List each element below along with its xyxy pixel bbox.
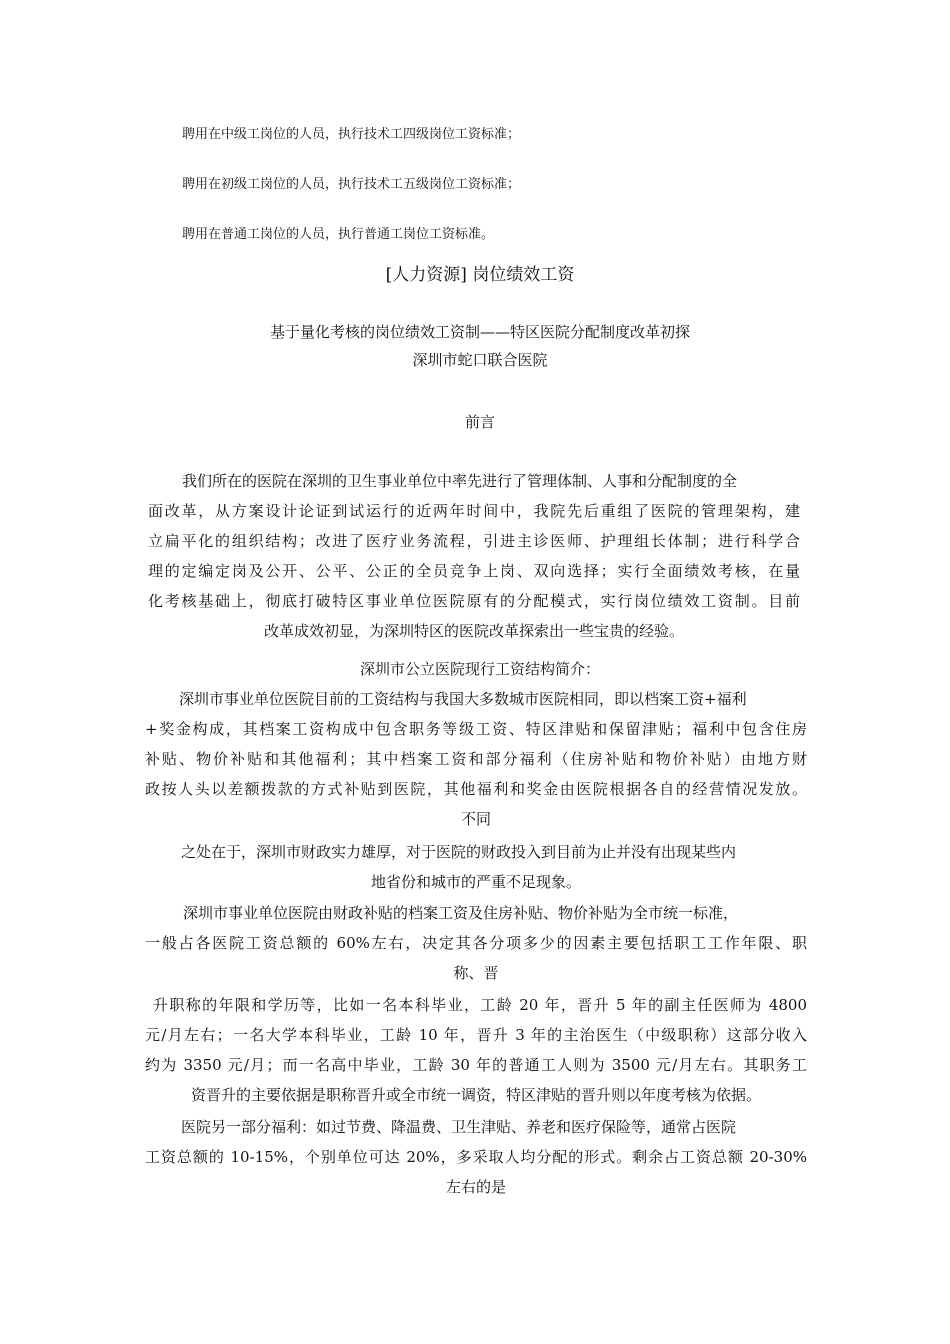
text-line: 地省份和城市的严重不足现象。 — [370, 873, 581, 891]
text-line: 一般占各医院工资总额的 60%左右，决定其各分项多少的因素主要包括职工工作年限、职 — [145, 934, 807, 952]
paragraph-difference — [145, 837, 807, 897]
text-line: 立扁平化的组织结构；改进了医疗业务流程，引进主诊医师、护理组长体制；进行科学合 — [148, 532, 800, 550]
article-title: 基于量化考核的岗位绩效工资制——特区医院分配制度改革初探 — [269, 323, 690, 341]
paragraph-salary-structure — [145, 684, 807, 834]
text-line: 升职称的年限和学历等，比如一名本科毕业，工龄 20 年，晋升 5 年的副主任医师为 4800 — [153, 996, 807, 1014]
text-line: 深圳市事业单位医院由财政补贴的档案工资及住房补贴、物价补贴为全市统一标准， — [183, 904, 739, 922]
text-line: 理的定编定岗及公开、公平、公正的全员竞争上岗、双向选择；实行全面绩效考核，在量 — [148, 562, 800, 580]
text-line: 工资总额的 10-15%，个别单位可达 20%，多采取人均分配的形式。剩余占工资总额 20-30% — [145, 1148, 807, 1166]
text-line: 化考核基础上，彻底打破特区事业单位医院原有的分配模式，实行岗位绩效工资制。目前 — [148, 592, 800, 610]
text-line: 资晋升的主要依据是职称晋升或全市统一调资，特区津贴的晋升则以年度考核为依据。 — [190, 1086, 761, 1104]
text-line: 聘用在初级工岗位的人员，执行技术工五级岗位工资标准； — [182, 177, 521, 192]
text-line: 称、晋 — [453, 964, 499, 982]
text-line: 改革成效初显，为深圳特区的医院改革探索出一些宝贵的经验。 — [263, 622, 684, 640]
paragraph-welfare — [145, 1112, 807, 1202]
text-line: 补贴、物价补贴和其他福利；其中档案工资和部分福利（住房补贴和物价补贴）由地方财 — [145, 750, 807, 768]
text-line: 医院另一部分福利：如过节费、降温费、卫生津贴、养老和医疗保险等，通常占医院 — [181, 1118, 737, 1136]
text-line: 之处在于，深圳市财政实力雄厚，对于医院的财政投入到目前为止并没有出现某些内 — [181, 843, 737, 861]
paragraph-intro — [148, 466, 800, 646]
paragraph-subsidy — [145, 898, 807, 988]
preface-heading: 前言 — [464, 413, 495, 431]
text-line: 政按人头以差额拨款的方式补贴到医院，其他福利和奖金由医院根据各自的经营情况发放。 — [145, 780, 807, 798]
text-line: 约为 3350 元/月；而一名高中毕业，工龄 30 年的普通工人则为 3500 元/月左右。其职务工 — [145, 1056, 807, 1074]
text-line: 我们所在的医院在深圳的卫生事业单位中率先进行了管理体制、人事和分配制度的全 — [182, 472, 738, 490]
article-org: 深圳市蛇口联合医院 — [412, 351, 548, 369]
paragraph-examples — [145, 990, 807, 1110]
text-line: +奖金构成，其档案工资构成中包含职务等级工资、特区津贴和保留津贴；福利中包含住房 — [145, 720, 807, 738]
text-line: 左右的是 — [445, 1178, 506, 1196]
text-line: 聘用在中级工岗位的人员，执行技术工四级岗位工资标准； — [182, 127, 521, 142]
section-title: [人力资源] 岗位绩效工资 — [385, 265, 575, 285]
text-line: 元/月左右；一名大学本科毕业，工龄 10 年，晋升 3 年的主治医生（中级职称）这部分收入 — [145, 1026, 807, 1044]
text-line: 深圳市事业单位医院目前的工资结构与我国大多数城市医院相同，即以档案工资+福利 — [179, 690, 747, 708]
text-line: 面改革，从方案设计论证到试运行的近两年时间中，我院先后重组了医院的管理架构，建 — [148, 502, 800, 520]
subheading: 深圳市公立医院现行工资结构简介： — [359, 660, 600, 678]
text-line: 不同 — [460, 810, 491, 828]
text-line: 聘用在普通工岗位的人员，执行普通工岗位工资标准。 — [182, 227, 495, 242]
